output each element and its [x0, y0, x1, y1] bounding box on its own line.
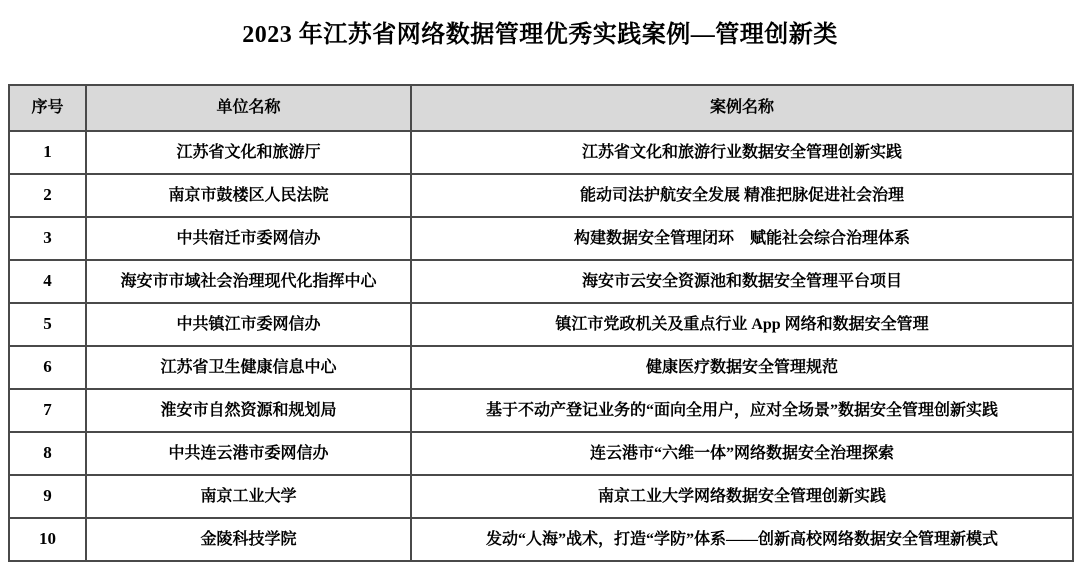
cell-case: 发动“人海”战术，打造“学防”体系——创新高校网络数据安全管理新模式 — [411, 518, 1073, 561]
table-row — [9, 432, 1073, 475]
cell-no: 5 — [9, 303, 86, 346]
table-row — [9, 389, 1073, 432]
cell-unit: 中共镇江市委网信办 — [86, 303, 411, 346]
cell-unit: 南京工业大学 — [86, 475, 411, 518]
cell-no: 9 — [9, 475, 86, 518]
table-row — [9, 475, 1073, 518]
cell-no: 4 — [9, 260, 86, 303]
cell-case: 南京工业大学网络数据安全管理创新实践 — [411, 475, 1073, 518]
cell-case: 海安市云安全资源池和数据安全管理平台项目 — [411, 260, 1073, 303]
table-row — [9, 217, 1073, 260]
cell-case: 江苏省文化和旅游行业数据安全管理创新实践 — [411, 131, 1073, 174]
table-body — [9, 131, 1073, 561]
header-row — [9, 85, 1073, 131]
cell-case: 连云港市“六维一体”网络数据安全治理探索 — [411, 432, 1073, 475]
table-row — [9, 303, 1073, 346]
cases-table — [8, 84, 1074, 562]
cell-unit: 江苏省卫生健康信息中心 — [86, 346, 411, 389]
cell-no: 8 — [9, 432, 86, 475]
table-header — [9, 85, 1073, 131]
cell-no: 7 — [9, 389, 86, 432]
cell-unit: 海安市市域社会治理现代化指挥中心 — [86, 260, 411, 303]
cell-case: 镇江市党政机关及重点行业 App 网络和数据安全管理 — [411, 303, 1073, 346]
cell-no: 10 — [9, 518, 86, 561]
cell-no: 2 — [9, 174, 86, 217]
cell-no: 6 — [9, 346, 86, 389]
cell-unit: 淮安市自然资源和规划局 — [86, 389, 411, 432]
table-row — [9, 346, 1073, 389]
cell-case: 能动司法护航安全发展 精准把脉促进社会治理 — [411, 174, 1073, 217]
table-row — [9, 518, 1073, 561]
table-row — [9, 260, 1073, 303]
cell-case: 健康医疗数据安全管理规范 — [411, 346, 1073, 389]
cell-case: 构建数据安全管理闭环 赋能社会综合治理体系 — [411, 217, 1073, 260]
cell-unit: 中共连云港市委网信办 — [86, 432, 411, 475]
header-unit: 单位名称 — [86, 85, 411, 131]
header-no: 序号 — [9, 85, 86, 131]
table-row — [9, 131, 1073, 174]
cell-no: 1 — [9, 131, 86, 174]
page-title: 2023 年江苏省网络数据管理优秀实践案例—管理创新类 — [242, 22, 838, 48]
cell-unit: 南京市鼓楼区人民法院 — [86, 174, 411, 217]
cell-no: 3 — [9, 217, 86, 260]
cases-table-container — [8, 84, 1072, 562]
table-row — [9, 174, 1073, 217]
header-case: 案例名称 — [411, 85, 1073, 131]
cell-unit: 江苏省文化和旅游厅 — [86, 131, 411, 174]
cell-unit: 中共宿迁市委网信办 — [86, 217, 411, 260]
cell-case: 基于不动产登记业务的“面向全用户，应对全场景”数据安全管理创新实践 — [411, 389, 1073, 432]
cell-unit: 金陵科技学院 — [86, 518, 411, 561]
